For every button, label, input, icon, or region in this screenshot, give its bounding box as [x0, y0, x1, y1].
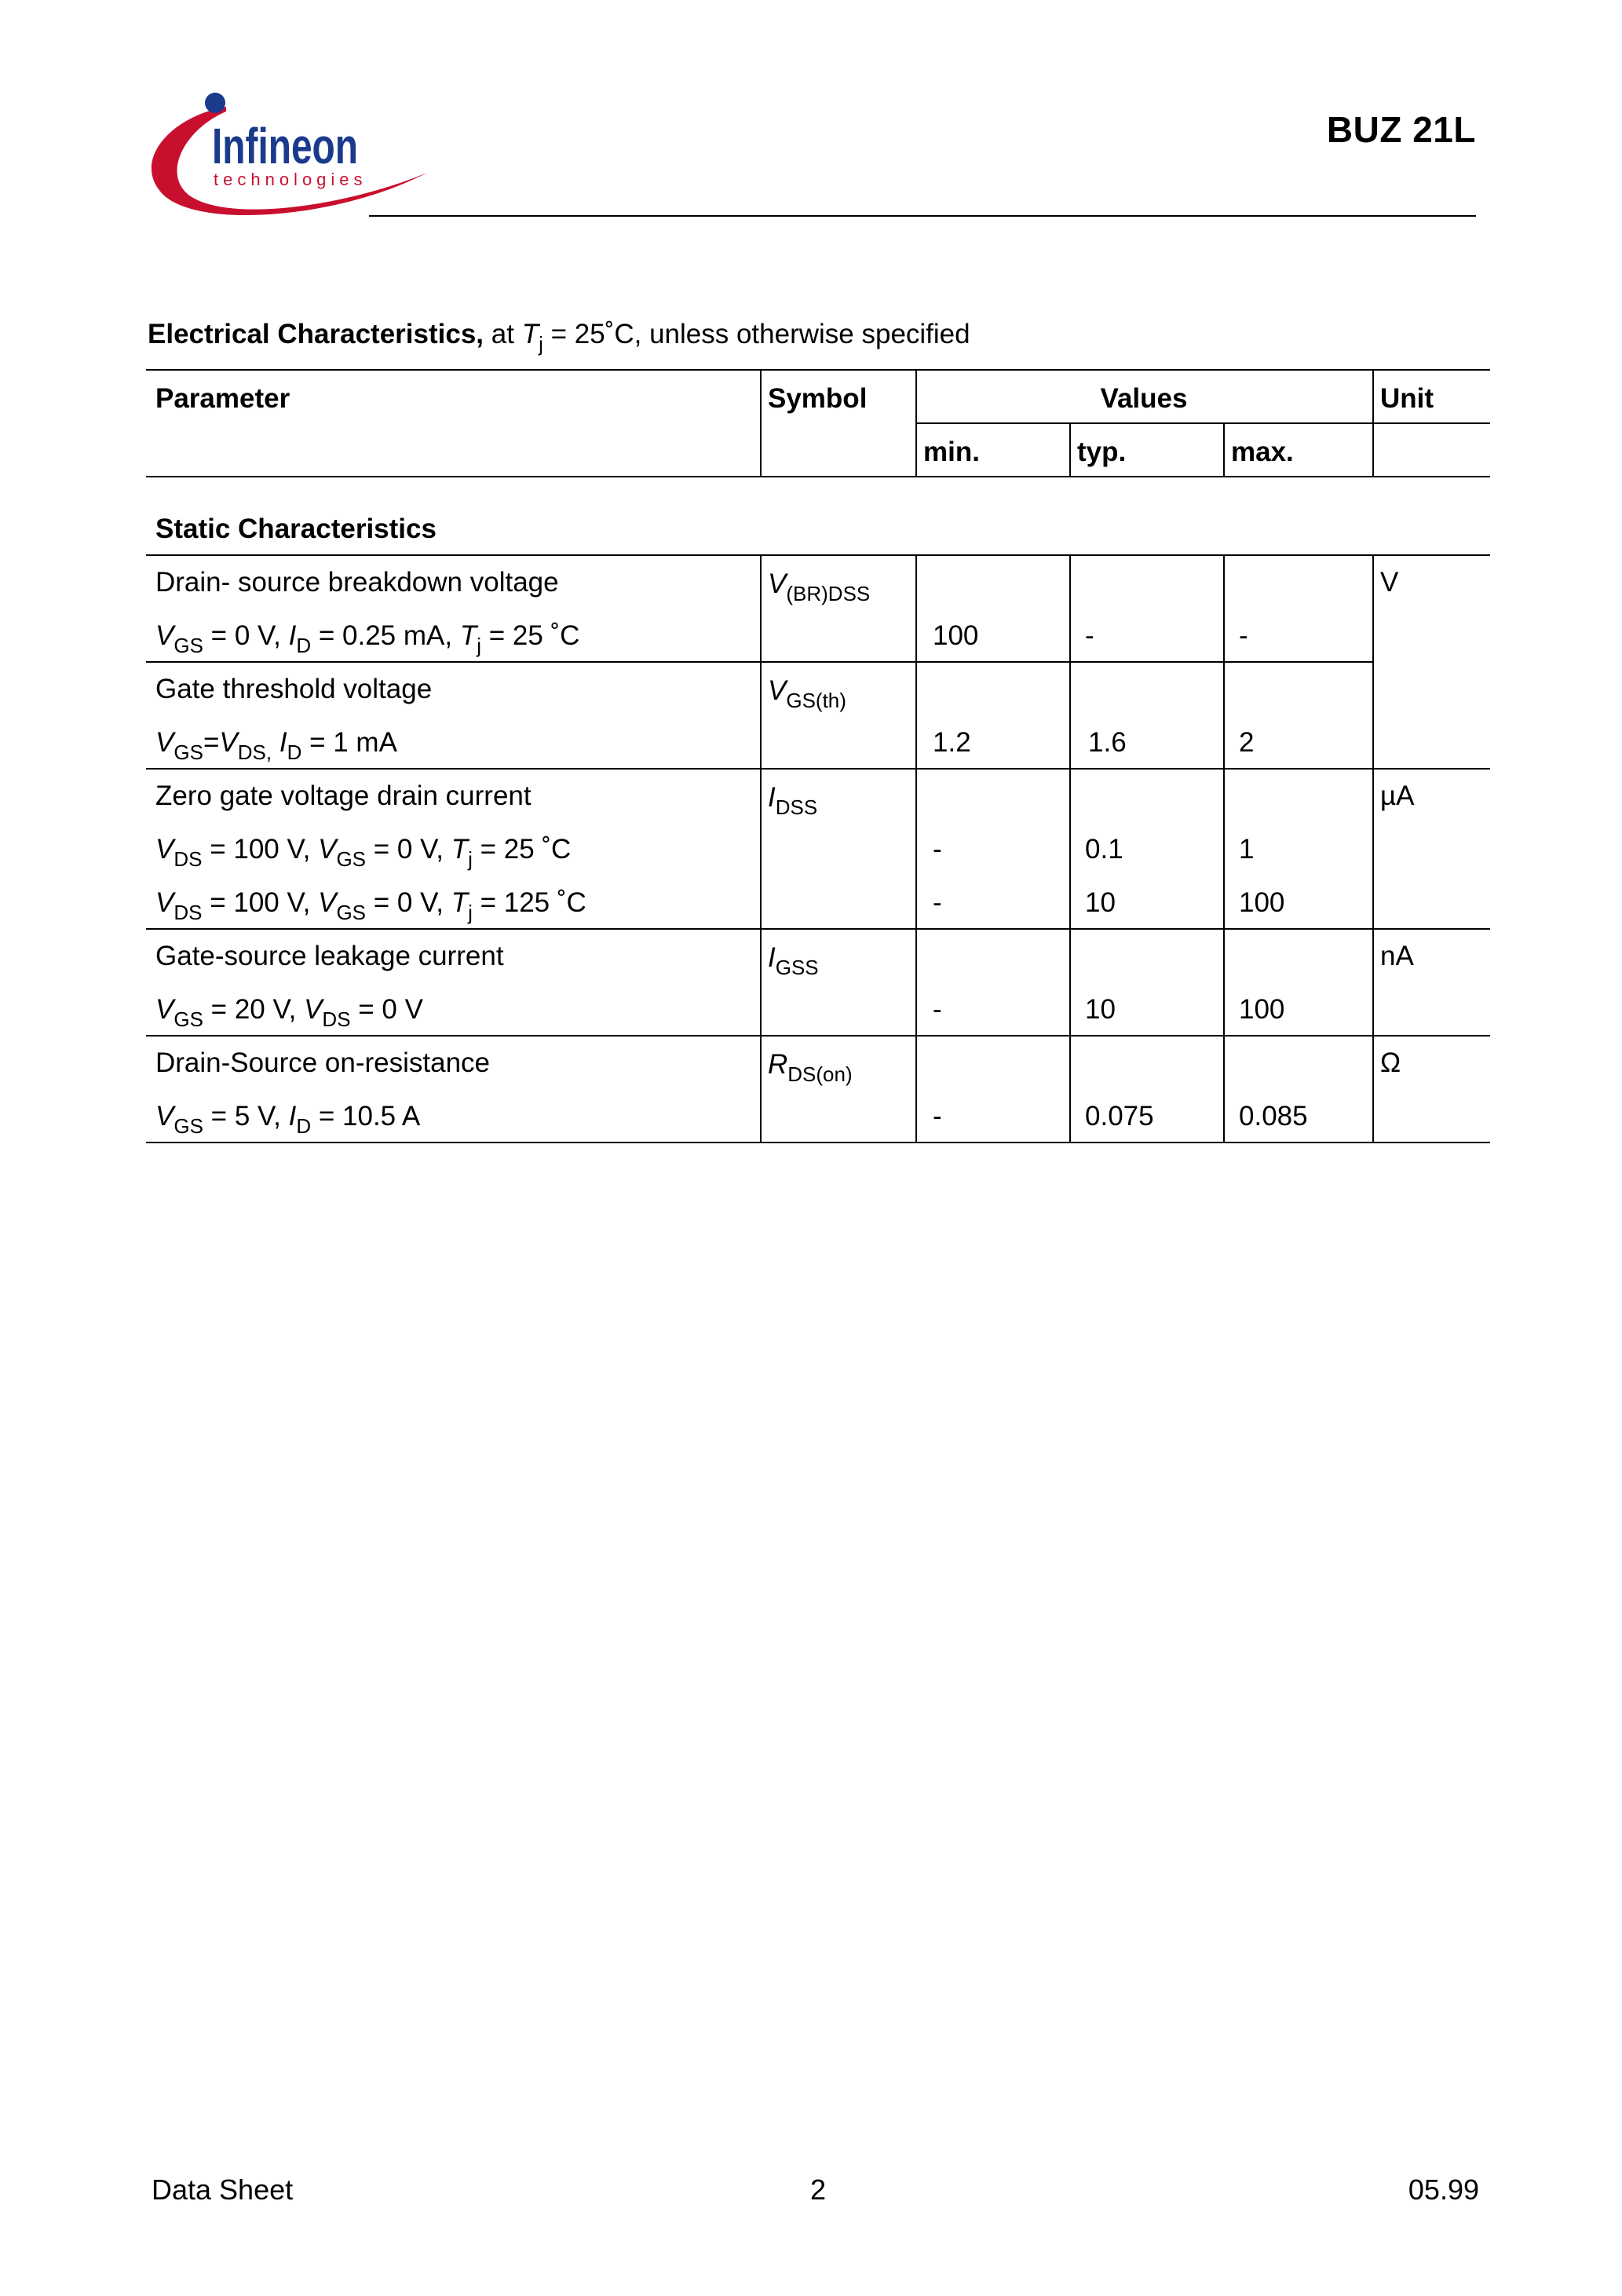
table-rule: [1069, 422, 1071, 476]
table-rule: [1372, 369, 1374, 476]
subscript: DS(on): [787, 1062, 853, 1086]
variable: V: [768, 675, 787, 706]
variable: V: [155, 1101, 174, 1132]
footer-page-number: 2: [810, 2174, 827, 2206]
infineon-logo: [140, 88, 438, 229]
condition-text: = 25 ˚C: [472, 834, 572, 865]
subscript: DS: [174, 901, 203, 924]
row-max: -: [1239, 620, 1248, 651]
row-typ: 1.6: [1088, 727, 1127, 758]
title-at: at: [491, 319, 514, 349]
condition-text: = 100 V,: [202, 887, 319, 918]
section-static: Static Characteristics: [155, 514, 437, 544]
variable: I: [288, 620, 297, 651]
row-min: 1.2: [933, 727, 971, 758]
title-symbol: T: [521, 319, 539, 349]
condition-text: = 20 V,: [203, 994, 305, 1025]
variable: I: [288, 1101, 297, 1132]
table-rule: [146, 768, 1490, 770]
variable: V: [768, 569, 787, 599]
subscript: GS: [174, 740, 203, 764]
row-symbol: [768, 675, 846, 712]
table-rule: [915, 554, 917, 1142]
condition-text: = 0.25 mA,: [311, 620, 460, 651]
table-rule: [1223, 422, 1225, 476]
row-max: 100: [1239, 887, 1285, 918]
row-typ: 0.1: [1085, 834, 1123, 865]
subscript: GS(th): [786, 689, 846, 712]
subscript: j: [477, 634, 481, 657]
row-max: 2: [1239, 727, 1255, 758]
subscript: j: [468, 847, 473, 871]
subscript: GS: [336, 901, 367, 924]
subscript: DS,: [237, 740, 272, 764]
row-symbol: [768, 569, 871, 605]
row-typ: 10: [1085, 994, 1116, 1025]
row-min: -: [933, 887, 942, 918]
variable: V: [219, 727, 238, 758]
footer-date: 05.99: [1408, 2174, 1479, 2206]
row-symbol: [768, 782, 818, 819]
row-min: -: [933, 1101, 942, 1132]
title-rest: = 25˚C, unless otherwise specified: [550, 319, 970, 349]
row-condition: [155, 834, 572, 871]
variable: T: [451, 834, 469, 865]
table-rule: [146, 476, 1490, 477]
row-condition: [155, 1101, 421, 1138]
condition-text: = 0 V,: [366, 887, 451, 918]
footer-doc-type: Data Sheet: [152, 2174, 294, 2206]
title-bold: Electrical Characteristics,: [148, 319, 484, 349]
characteristics-table: [146, 369, 1490, 1154]
row-symbol: [768, 1049, 853, 1086]
subscript: GS: [174, 1114, 203, 1138]
variable: V: [155, 834, 174, 865]
subscript: (BR)DSS: [786, 582, 871, 605]
condition-text: = 100 V,: [202, 834, 319, 865]
condition-text: = 0 V: [350, 994, 423, 1025]
condition-text: = 0 V,: [366, 834, 451, 865]
table-rule: [146, 554, 1490, 556]
row-typ: 10: [1085, 887, 1116, 918]
variable: V: [318, 834, 337, 865]
table-rule: [146, 661, 1372, 663]
table-rule: [1069, 554, 1071, 1142]
variable: V: [155, 620, 174, 651]
table-rule: [1372, 554, 1374, 1142]
subscript: GS: [174, 634, 203, 657]
condition-text: = 1 mA: [301, 727, 397, 758]
header-symbol: Symbol: [768, 383, 868, 414]
header-unit: Unit: [1380, 383, 1434, 414]
variable: R: [768, 1049, 788, 1080]
row-parameter: Drain-Source on-resistance: [155, 1047, 491, 1078]
row-condition: [155, 994, 423, 1031]
table-rule: [146, 1035, 1490, 1036]
row-parameter: Gate-source leakage current: [155, 941, 504, 971]
variable: V: [155, 727, 174, 758]
part-number: BUZ 21L: [1326, 109, 1476, 150]
table-rule: [915, 422, 1490, 424]
svg-text:Infineon: Infineon: [212, 118, 358, 174]
variable: V: [155, 994, 174, 1025]
row-symbol: [768, 942, 819, 979]
row-unit: nA: [1380, 941, 1414, 971]
condition-text: = 10.5 A: [311, 1101, 421, 1132]
subscript: D: [296, 1114, 312, 1138]
table-rule: [146, 1142, 1490, 1143]
table-rule: [760, 369, 762, 476]
condition-text: [272, 727, 279, 758]
condition-text: = 5 V,: [203, 1101, 289, 1132]
row-unit: V: [1380, 567, 1399, 598]
header-typ: typ.: [1077, 437, 1127, 467]
header-rule: [369, 215, 1476, 217]
subscript: GS: [336, 847, 367, 871]
row-parameter: Gate threshold voltage: [155, 674, 433, 704]
subscript: GS: [174, 1007, 203, 1031]
variable: T: [451, 887, 469, 918]
row-unit: Ω: [1380, 1047, 1401, 1078]
condition-text: =: [203, 727, 220, 758]
subscript: DSS: [775, 795, 818, 819]
variable: I: [279, 727, 287, 758]
row-min: -: [933, 994, 942, 1025]
row-condition: [155, 727, 397, 764]
title-symbol-sub: j: [539, 332, 543, 356]
condition-text: = 125 ˚C: [472, 887, 586, 918]
subscript: D: [287, 740, 302, 764]
condition-text: = 25 ˚C: [480, 620, 580, 651]
subscript: DS: [322, 1007, 351, 1031]
condition-text: = 0 V,: [203, 620, 289, 651]
table-rule: [760, 554, 762, 1142]
subscript: j: [468, 901, 473, 924]
row-typ: -: [1085, 620, 1094, 651]
row-min: 100: [933, 620, 979, 651]
variable: V: [304, 994, 323, 1025]
row-min: -: [933, 834, 942, 865]
table-rule: [1223, 554, 1225, 1142]
row-max: 1: [1239, 834, 1255, 865]
section-title: [148, 319, 970, 356]
subscript: DS: [174, 847, 203, 871]
row-unit: µA: [1380, 781, 1415, 811]
table-rule: [146, 928, 1490, 930]
row-max: 100: [1239, 994, 1285, 1025]
subscript: D: [296, 634, 312, 657]
header-max: max.: [1231, 437, 1294, 467]
variable: V: [155, 887, 174, 918]
header-parameter: Parameter: [155, 383, 290, 414]
header-values: Values: [1100, 383, 1188, 414]
variable: I: [768, 782, 776, 813]
row-condition: [155, 620, 580, 657]
table-rule: [146, 369, 1490, 371]
row-typ: 0.075: [1085, 1101, 1154, 1132]
header-min: min.: [923, 437, 980, 467]
row-parameter: Zero gate voltage drain current: [155, 781, 532, 811]
variable: I: [768, 942, 776, 973]
variable: T: [459, 620, 477, 651]
subscript: GSS: [775, 956, 819, 979]
row-parameter: Drain- source breakdown voltage: [155, 567, 559, 598]
row-condition: [155, 887, 586, 924]
variable: V: [318, 887, 337, 918]
row-max: 0.085: [1239, 1101, 1308, 1132]
svg-text:technologies: technologies: [214, 170, 367, 189]
